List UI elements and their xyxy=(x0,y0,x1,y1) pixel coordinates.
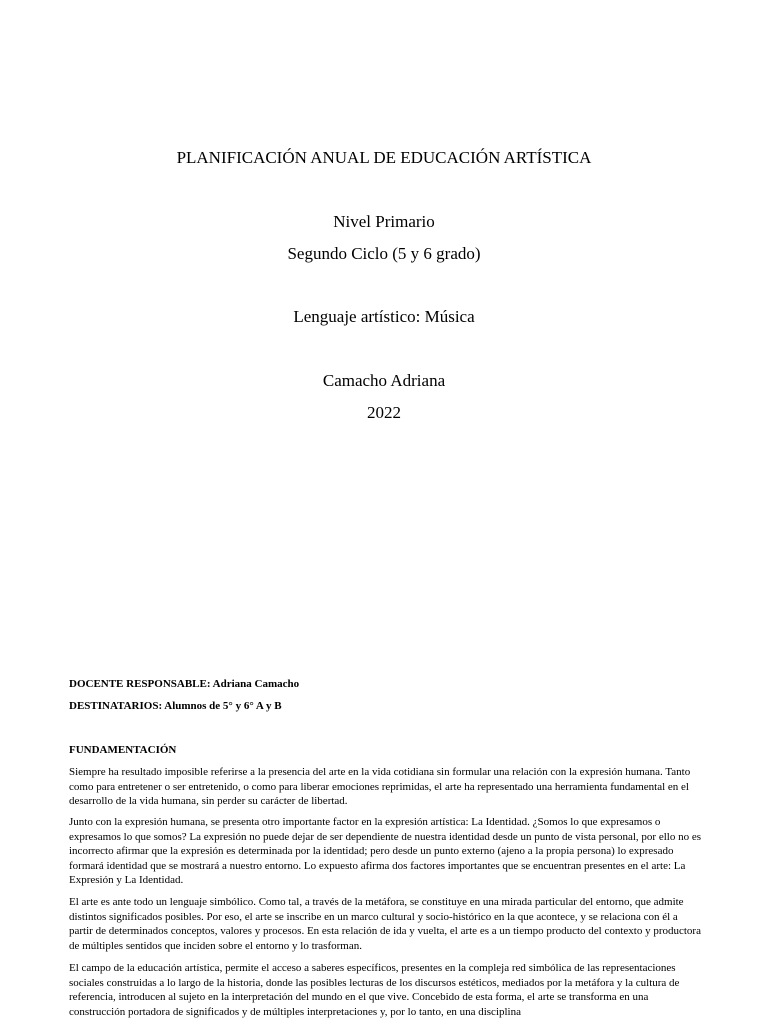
fundamentacion-heading: FUNDAMENTACIÓN xyxy=(69,744,177,756)
recipients-line: DESTINATARIOS: Alumnos de 5° y 6° A y B xyxy=(69,700,282,712)
teacher-line: DOCENTE RESPONSABLE: Adriana Camacho xyxy=(69,678,300,690)
fundamentacion-paragraph-2 xyxy=(69,815,701,888)
paragraph-text: El arte es ante todo un lenguaje simbólico. Como tal, a través de la metáfora, se constituye en una mirada particular del entorno, que admite distintos significados posibles. Por eso, el arte se inscribe en un marco cultural y socio-histórico en la que acontece, y se relaciona con él a partir de determinados conceptos, valores y procesos. En esta relación de ida y vuelta, el arte es a un tiempo producto del contexto y productora de múltiples sentidos que inciden sobre el entorno y lo trasforman. xyxy=(69,896,701,952)
document-title: PLANIFICACIÓN ANUAL DE EDUCACIÓN ARTÍSTICA xyxy=(176,148,592,167)
fundamentacion-paragraph-3 xyxy=(69,895,701,953)
fundamentacion-paragraph-4 xyxy=(69,961,701,1019)
paragraph-text: Junto con la expresión humana, se presenta otro importante factor en la expresión artística: La Identidad. ¿Somos lo que expresamos o expresamos lo que somos? La expresión no puede dejar de ser dependiente de nuestra identidad desde un punto de vista personal, por ello no es incorrecto afirmar que la expresión es determinada por la identidad; pero desde un punto externo (ajeno a la propia persona) lo expresado formará identidad que se mostrará a nuestro entorno. Lo expuesto afirma dos factores importantes que se encuentran presentes en el arte: La Expresión y La Identidad. xyxy=(69,816,702,887)
author-line: Camacho Adriana xyxy=(322,371,446,390)
fundamentacion-paragraph-1 xyxy=(69,765,701,809)
cycle-line: Segundo Ciclo (5 y 6 grado) xyxy=(287,244,481,263)
year-line: 2022 xyxy=(367,403,401,422)
language-line: Lenguaje artístico: Música xyxy=(293,307,475,326)
level-line: Nivel Primario xyxy=(333,212,435,231)
paragraph-text: El campo de la educación artística, permite el acceso a saberes específicos, presentes en la compleja red simbólica de las representaciones sociales construidas a lo largo de la historia, donde las posibles lecturas de los discursos estéticos, mediados por la metáfora y la cultura de referencia, introducen al sujeto en la interpretación del mundo en el que vive. Concebido de esta forma, el arte se transforma en una construcción portadora de significados y de múltiples interpretaciones y, por lo tanto, en una disciplina xyxy=(69,962,680,1018)
paragraph-text: Siempre ha resultado imposible referirse a la presencia del arte en la vida cotidiana sin formular una relación con la expresión humana. Tanto como para entretener o ser entretenido, o como para liberar emociones reprimidas, el arte ha representado una herramienta fundamental en el desarrollo de la vida humana, sin perder su carácter de libertad. xyxy=(69,766,691,808)
